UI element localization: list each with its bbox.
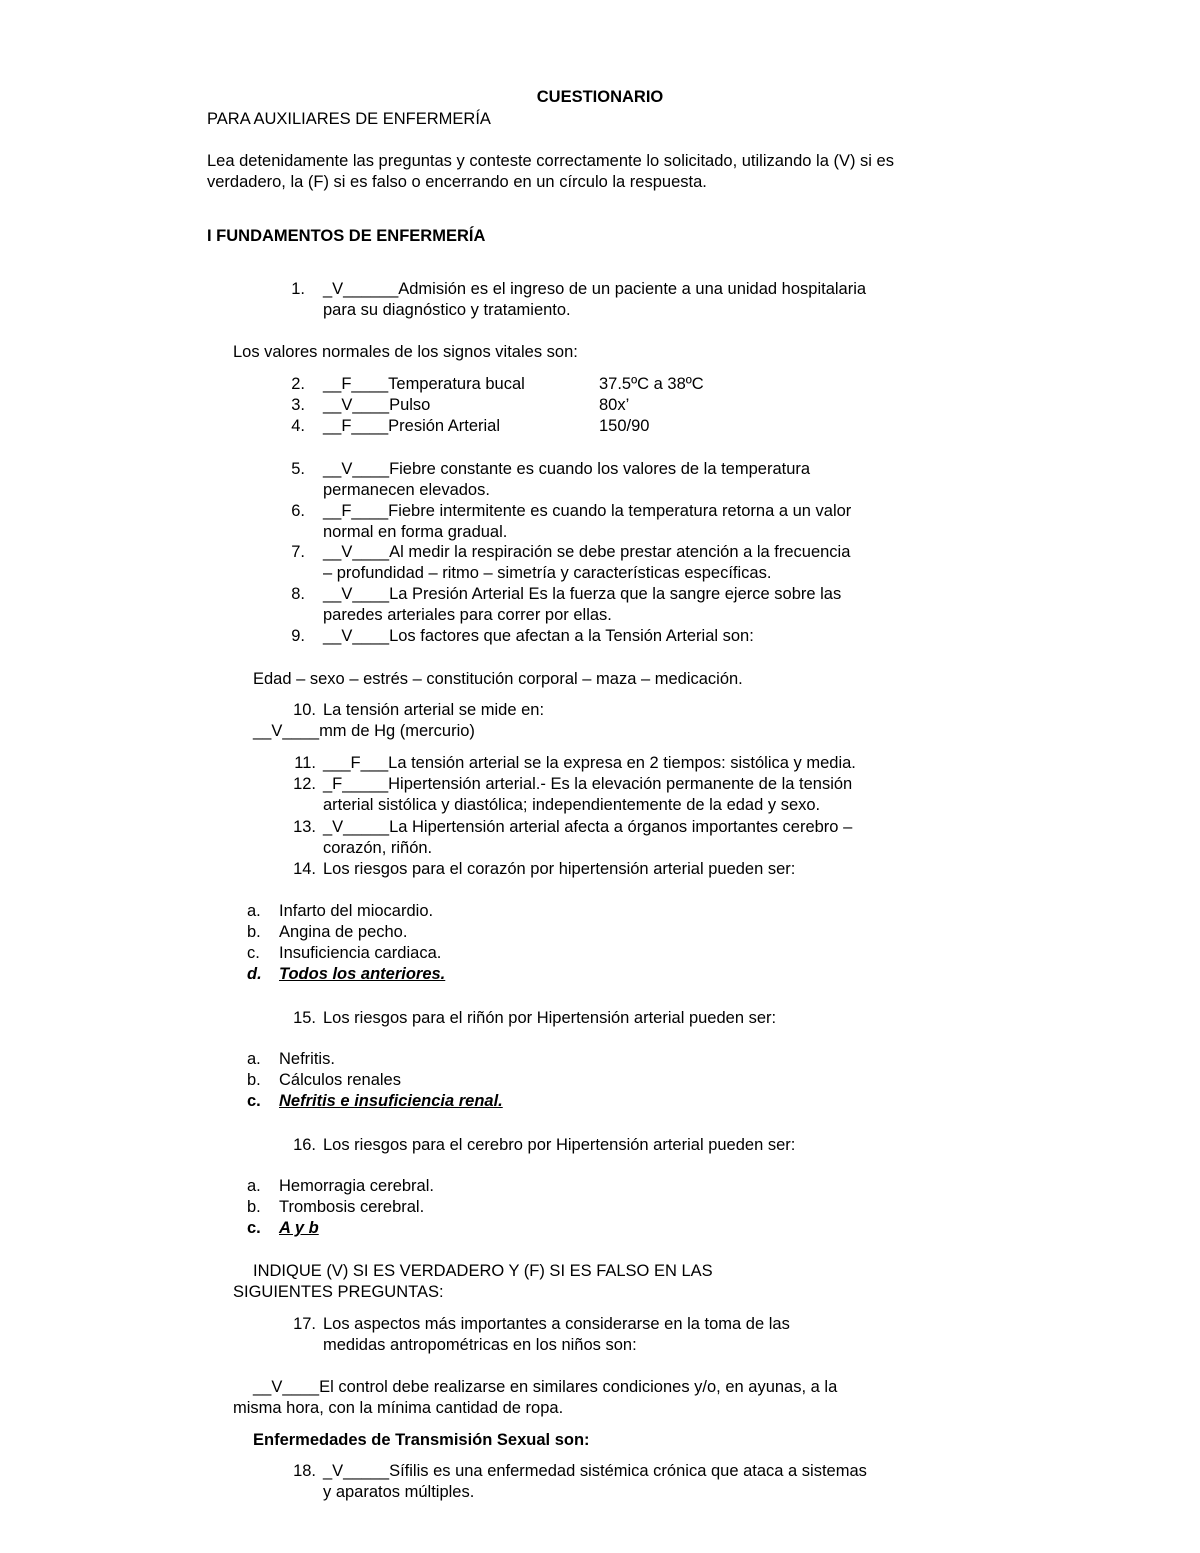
question-17-text: Los aspectos más importantes a considerarse en la toma de las [323, 1315, 790, 1333]
question-1-text-cont: para su diagnóstico y tratamiento. [323, 301, 571, 319]
question-18-text: _V_____Sífilis es una enfermedad sistémica crónica que ataca a sistemas [323, 1462, 867, 1480]
question-5-text-cont: permanecen elevados. [323, 481, 490, 499]
option-letter-answer: d. [247, 965, 262, 983]
question-17-text-cont: medidas antropométricas en los niños son: [323, 1336, 637, 1354]
question-10-answer: __V____mm de Hg (mercurio) [253, 722, 475, 740]
question-number: 4. [291, 417, 305, 435]
question-number: 15. [293, 1009, 316, 1027]
option-text: Hemorragia cerebral. [279, 1177, 434, 1195]
section-heading-fundamentos: I FUNDAMENTOS DE ENFERMERÍA [207, 227, 486, 245]
question-number: 7. [291, 543, 305, 561]
question-7-text-cont: – profundidad – ritmo – simetría y características específicas. [323, 564, 772, 582]
question-number: 13. [293, 818, 316, 836]
vital-value: 37.5ºC a 38ºC [599, 375, 704, 393]
page-title: CUESTIONARIO [536, 88, 664, 106]
question-15-text: Los riesgos para el riñón por Hipertensión arterial pueden ser: [323, 1009, 777, 1027]
question-14-text: Los riesgos para el corazón por hipertensión arterial pueden ser: [323, 860, 796, 878]
vital-text: __F____Temperatura bucal [323, 375, 525, 393]
option-text-answer: Todos los anteriores. [279, 965, 446, 983]
instructions-line-2: verdadero, la (F) si es falso o encerrando en un círculo la respuesta. [207, 173, 707, 191]
option-letter-answer: c. [247, 1219, 261, 1237]
question-13-text-cont: corazón, riñón. [323, 839, 433, 857]
question-7-text: __V____Al medir la respiración se debe prestar atención a la frecuencia [323, 543, 851, 561]
question-number: 6. [291, 502, 305, 520]
instructions-vf-line-1: INDIQUE (V) SI ES VERDADERO Y (F) SI ES FALSO EN LAS [253, 1262, 713, 1280]
question-17-answer: __V____El control debe realizarse en similares condiciones y/o, en ayunas, a la [253, 1378, 838, 1396]
question-12-text: _F_____Hipertensión arterial.- Es la elevación permanente de la tensión [323, 775, 853, 793]
question-number: 5. [291, 460, 305, 478]
question-8-text: __V____La Presión Arterial Es la fuerza que la sangre ejerce sobre las [323, 585, 842, 603]
question-18-text-cont: y aparatos múltiples. [323, 1483, 475, 1501]
question-5-text: __V____Fiebre constante es cuando los valores de la temperatura [323, 460, 811, 478]
question-6-text-cont: normal en forma gradual. [323, 523, 508, 541]
option-letter: a. [247, 1177, 261, 1195]
question-number: 14. [293, 860, 316, 878]
option-text: Insuficiencia cardiaca. [279, 944, 442, 962]
option-letter: a. [247, 1050, 261, 1068]
question-number: 8. [291, 585, 305, 603]
option-text: Angina de pecho. [279, 923, 408, 941]
question-number: 12. [293, 775, 316, 793]
question-16-text: Los riesgos para el cerebro por Hipertensión arterial pueden ser: [323, 1136, 796, 1154]
option-letter: b. [247, 923, 261, 941]
option-letter: b. [247, 1071, 261, 1089]
vital-value: 80x’ [599, 396, 630, 414]
question-number: 2. [291, 375, 305, 393]
option-text-answer: Nefritis e insuficiencia renal. [279, 1092, 503, 1110]
question-1-text: _V______Admisión es el ingreso de un paciente a una unidad hospitalaria [323, 280, 867, 298]
question-number: 1. [291, 280, 305, 298]
question-number: 16. [293, 1136, 316, 1154]
option-letter: b. [247, 1198, 261, 1216]
option-text-answer: A y b [279, 1219, 319, 1237]
option-letter: a. [247, 902, 261, 920]
question-10-text: La tensión arterial se mide en: [323, 701, 545, 719]
question-number: 18. [293, 1462, 316, 1480]
vital-value: 150/90 [599, 417, 650, 435]
option-letter: c. [247, 944, 260, 962]
vital-text: __F____Presión Arterial [323, 417, 501, 435]
option-text: Cálculos renales [279, 1071, 401, 1089]
vitals-intro: Los valores normales de los signos vitales son: [233, 343, 578, 361]
question-8-text-cont: paredes arteriales para correr por ellas. [323, 606, 612, 624]
option-letter-answer: c. [247, 1092, 261, 1110]
question-17-answer-cont: misma hora, con la mínima cantidad de ropa. [233, 1399, 564, 1417]
instructions-vf-line-2: SIGUIENTES PREGUNTAS: [233, 1283, 444, 1301]
question-9-text: __V____Los factores que afectan a la Tensión Arterial son: [323, 627, 754, 645]
page-subtitle: PARA AUXILIARES DE ENFERMERÍA [207, 110, 491, 128]
vital-text: __V____Pulso [323, 396, 431, 414]
option-text: Trombosis cerebral. [279, 1198, 425, 1216]
question-number: 3. [291, 396, 305, 414]
factors-list: Edad – sexo – estrés – constitución corporal – maza – medicación. [253, 670, 743, 688]
question-12-text-cont: arterial sistólica y diastólica; independientemente de la edad y sexo. [323, 796, 821, 814]
question-13-text: _V_____La Hipertensión arterial afecta a órganos importantes cerebro – [323, 818, 853, 836]
question-number: 9. [291, 627, 305, 645]
section-heading-ets: Enfermedades de Transmisión Sexual son: [253, 1431, 590, 1449]
question-11-text: ___F___La tensión arterial se la expresa en 2 tiempos: sistólica y media. [323, 754, 856, 772]
instructions-line-1: Lea detenidamente las preguntas y conteste correctamente lo solicitado, utilizando la (V) si es [207, 152, 894, 170]
question-number: 10. [293, 701, 316, 719]
question-number: 17. [293, 1315, 316, 1333]
option-text: Infarto del miocardio. [279, 902, 434, 920]
option-text: Nefritis. [279, 1050, 335, 1068]
question-6-text: __F____Fiebre intermitente es cuando la temperatura retorna a un valor [323, 502, 852, 520]
question-number: 11. [294, 754, 316, 772]
